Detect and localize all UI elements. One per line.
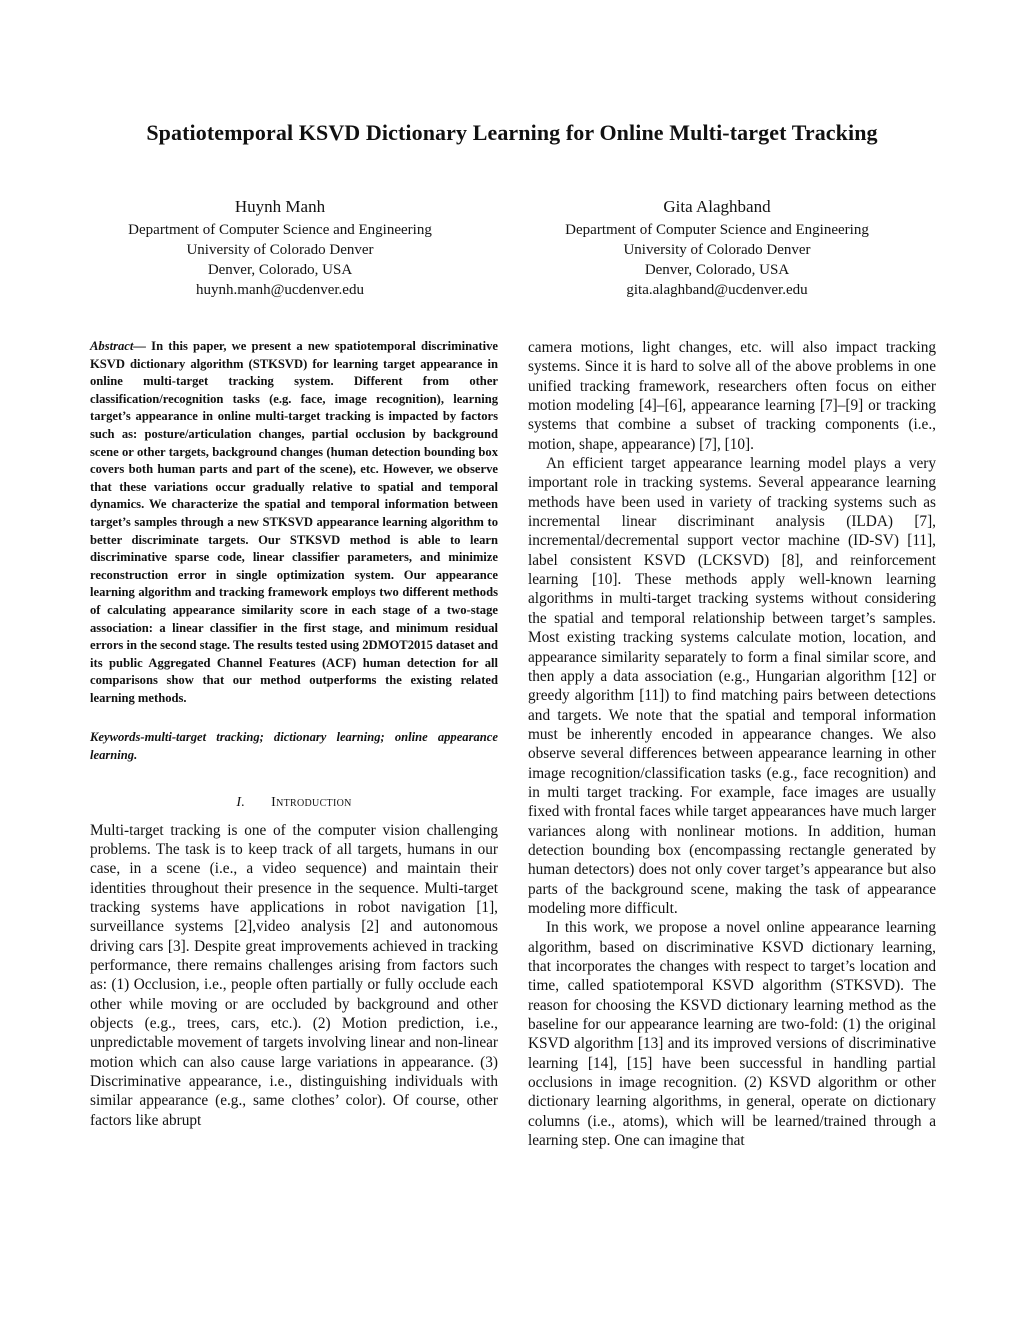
author-department: Department of Computer Science and Engineering xyxy=(565,222,869,238)
author-block-2 xyxy=(507,197,927,300)
author-location: Denver, Colorado, USA xyxy=(644,262,790,278)
author-name: Huynh Manh xyxy=(234,197,326,216)
author-location: Denver, Colorado, USA xyxy=(207,262,353,278)
author-university: University of Colorado Denver xyxy=(623,242,811,258)
author-block-1 xyxy=(70,197,490,300)
paper-title: Spatiotemporal KSVD Dictionary Learning for Online Multi-target Tracking xyxy=(146,120,878,145)
paragraph-intro-2: An efficient target appearance learning model plays a very important role in tracking systems. Several appearance learning methods have been used in variety of tracking systems such as incremental linear discriminant analysis (ILDA) [7], incremental/decremental support vector machine (ID-SV) [11], label consistent KSVD (LCKSVD) [8], and reinforcement learning [10]. These methods apply well-known learning algorithms in multi-target tracking systems without considering the spatial and temporal relationship between target’s samples. Most existing tracking systems calculate motion, location, and appearance similarity separately to form a final similar score, and then apply a data association (e.g., Hungarian algorithm [12] or greedy algorithm [11]) to find matching pairs between detections and targets. We note that the spatial and temporal information must be inherently encoded in appearance changes. We also observe several differences between appearance learning in other image recognition/classification tasks (e.g., face recognition) and in multi target tracking. For example, face images are usually fixed with frontal faces while target appearances have much larger variances along with nonlinear motions. In addition, human detection bounding box (encompassing rectangle generated by human detectors) does not only cover target’s appearance but also parts of the background scene, making the task of appearance modeling more difficult. xyxy=(528,455,936,917)
author-email: gita.alaghband@ucdenver.edu xyxy=(626,282,808,298)
abstract xyxy=(90,338,498,707)
author-department: Department of Computer Science and Engineering xyxy=(128,222,432,238)
author-email: huynh.manh@ucdenver.edu xyxy=(196,282,364,298)
author-university: University of Colorado Denver xyxy=(186,242,374,258)
author-name: Gita Alaghband xyxy=(663,197,771,216)
paragraph-intro-3: In this work, we propose a novel online appearance learning algorithm, based on discriminative KSVD dictionary learning, that incorporates the changes with respect to target’s location and time, called spatiotemporal KSVD algorithm (STKSVD). The reason for choosing the KSVD dictionary learning method as the baseline for our appearance learning are two-fold: (1) the original KSVD algorithm [13] and its improved versions of discriminative learning [14], [15] have been successful in handling partial occlusions in image recognition. (2) KSVD algorithm or other dictionary learning algorithms, in general, operate on dictionary columns (i.e., atoms), which will be learned/trained through a learning step. One can imagine that xyxy=(528,919,936,1150)
paragraph-intro-1: Multi-target tracking is one of the computer vision challenging problems. The task is to keep track of all targets, humans in our case, in a scene (i.e., a video sequence) and maintain their identities throughout their presence in the sequence. Multi-target tracking systems have applications in robot navigation [1], surveillance systems [2],video analysis [2] and autonomous driving cars [3]. Despite great improvements achieved in tracking performance, there remains challenges arising from factors such as: (1) Occlusion, i.e., people often partially or fully occlude each other while moving or are occluded by background and other objects (e.g., trees, cars, etc.). (2) Motion prediction, i.e., unpredictable movement of targets involving linear and non-linear motion which can also cause large variations in appearance. (3) Discriminative appearance, i.e., distinguishing individuals with similar appearance (e.g., same clothes’ color). Of course, other factors like abrupt xyxy=(90,821,498,1129)
keywords: Keywords-multi-target tracking; dictionary learning; online appearance learning. xyxy=(90,730,498,763)
right-column xyxy=(528,338,936,1150)
paragraph-intro-1-continued: camera motions, light changes, etc. will also impact tracking systems. Since it is hard to solve all of the above problems in one unified tracking framework, researchers often focus on either motion modeling [4]–[6], appearance learning [7]–[9] or tracking systems that combine a subset of tracking components (i.e., motion, shape, appearance) [7], [10]. xyxy=(528,339,936,453)
section-heading xyxy=(90,795,498,811)
section-title: Introduction xyxy=(271,794,352,810)
section-number: I. xyxy=(236,794,246,810)
abstract-text: In this paper, we present a new spatiotemporal discriminative KSVD dictionary algorithm (STKSVD) for learning target appearance in online multi-target tracking system. Different from other classification/recognition tasks (e.g. face, image recognition), learning target’s appearance in online multi-target tracking is impacted by factors such as: posture/articulation changes, partial occlusion by background scene or other targets, background changes (human detection bounding box covers both human parts and part of the scene), etc. However, we observe that these variations occur gradually relative to spatial and temporal dynamics. We characterize the spatial and temporal information between target’s samples through a new STKSVD appearance learning algorithm to better discriminate targets. Our STKSVD method is able to learn discriminative sparse code, linear classifier parameters, and minimize reconstruction error in single optimization system. Our appearance learning algorithm and tracking framework employs two different methods of calculating appearance similarity score in each stage of a two-stage association: a linear classifier in the first stage, and minimum residual errors in the second stage. The results tested using 2DMOT2015 dataset and its public Aggregated Channel Features (ACF) human detection for all comparisons show that our method outperforms the existing related learning methods. xyxy=(90,339,498,705)
abstract-label: Abstract— xyxy=(90,339,146,353)
left-column xyxy=(90,338,498,1130)
